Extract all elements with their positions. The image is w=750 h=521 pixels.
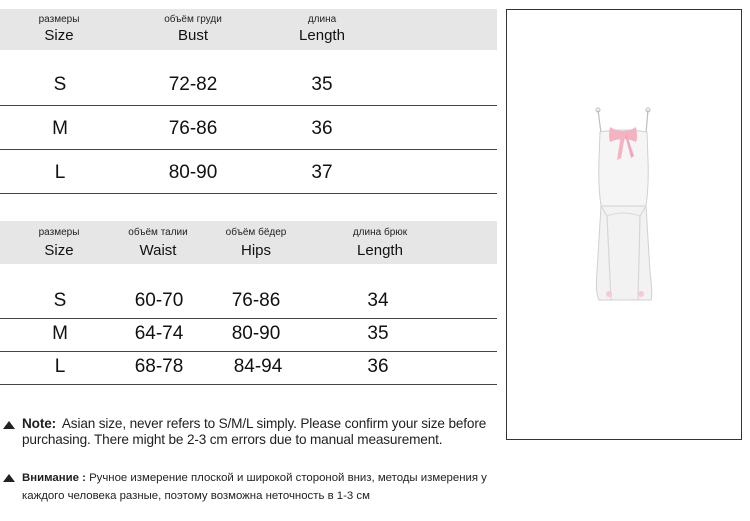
note-label: Note: [22,416,56,431]
header-size [39,9,80,45]
header-pants-length-en: Length [357,242,403,259]
header-waist-ru: объём талии [128,227,188,238]
size-cell: M [52,323,68,344]
notes-section [0,416,505,505]
waist-cell: 68-78 [134,356,184,377]
size-cell: L [54,162,66,183]
waist-table-header [0,221,497,264]
header-bust [164,9,222,45]
bust-size-table [0,9,497,194]
length-cell: 35 [311,74,333,95]
length-cell: 35 [367,323,389,344]
header-length-en: Length [299,27,345,44]
header-pants-length [353,221,407,260]
white-dress-with-pink-bow-icon [507,10,741,439]
waist-cell: 64-74 [134,323,184,344]
table-row [0,50,497,106]
warning-triangle-icon [3,421,15,429]
russian-note [0,469,505,505]
size-cell: L [54,356,66,377]
header-length-ru: длина [307,14,337,25]
header-size [39,221,80,260]
english-note [0,416,505,448]
waist-cell: 60-70 [134,290,184,311]
bust-cell: 80-90 [168,162,218,183]
header-length [299,9,345,45]
header-pants-length-ru: длина брюк [352,227,408,238]
hips-cell: 80-90 [231,323,281,344]
header-waist-en: Waist [139,242,177,259]
header-bust-ru: объём груди [164,14,222,25]
table-row [0,150,497,194]
header-hips [226,221,287,260]
waist-hips-size-table [0,221,497,385]
note-label-ru: Внимание : [22,472,86,484]
hips-cell: 76-86 [231,290,281,311]
header-hips-ru: объём бёдер [225,227,287,238]
product-photo [506,9,742,440]
size-cell: S [53,74,67,95]
note-text: Asian size, never refers to S/M/L simply. Please confirm your size before purchasing. There might be 2-3 cm errors due to manual measurement. [22,416,487,447]
bust-cell: 72-82 [168,74,218,95]
length-cell: 34 [367,290,389,311]
length-cell: 36 [311,118,333,139]
note-text-ru: Ручное измерение плоской и широкой стороной вниз, методы измерения у каждого человека разные, поэтому возможна неточность в 1-3 см [22,472,487,502]
table-row [0,264,497,319]
header-size-en: Size [44,27,74,44]
header-size-ru: размеры [38,14,80,25]
header-size-en: Size [44,242,74,259]
bust-cell: 76-86 [168,118,218,139]
length-cell: 36 [367,356,389,377]
length-cell: 37 [311,162,333,183]
header-size-ru: размеры [38,227,80,238]
header-hips-en: Hips [240,242,272,259]
size-cell: S [53,290,67,311]
header-waist [128,221,187,260]
hips-cell: 84-94 [233,356,283,377]
warning-triangle-icon [3,474,15,482]
table-row [0,106,497,150]
table-row [0,352,497,385]
bust-table-header [0,9,497,50]
table-row [0,319,497,352]
header-bust-en: Bust [177,27,209,44]
size-cell: M [52,118,68,139]
